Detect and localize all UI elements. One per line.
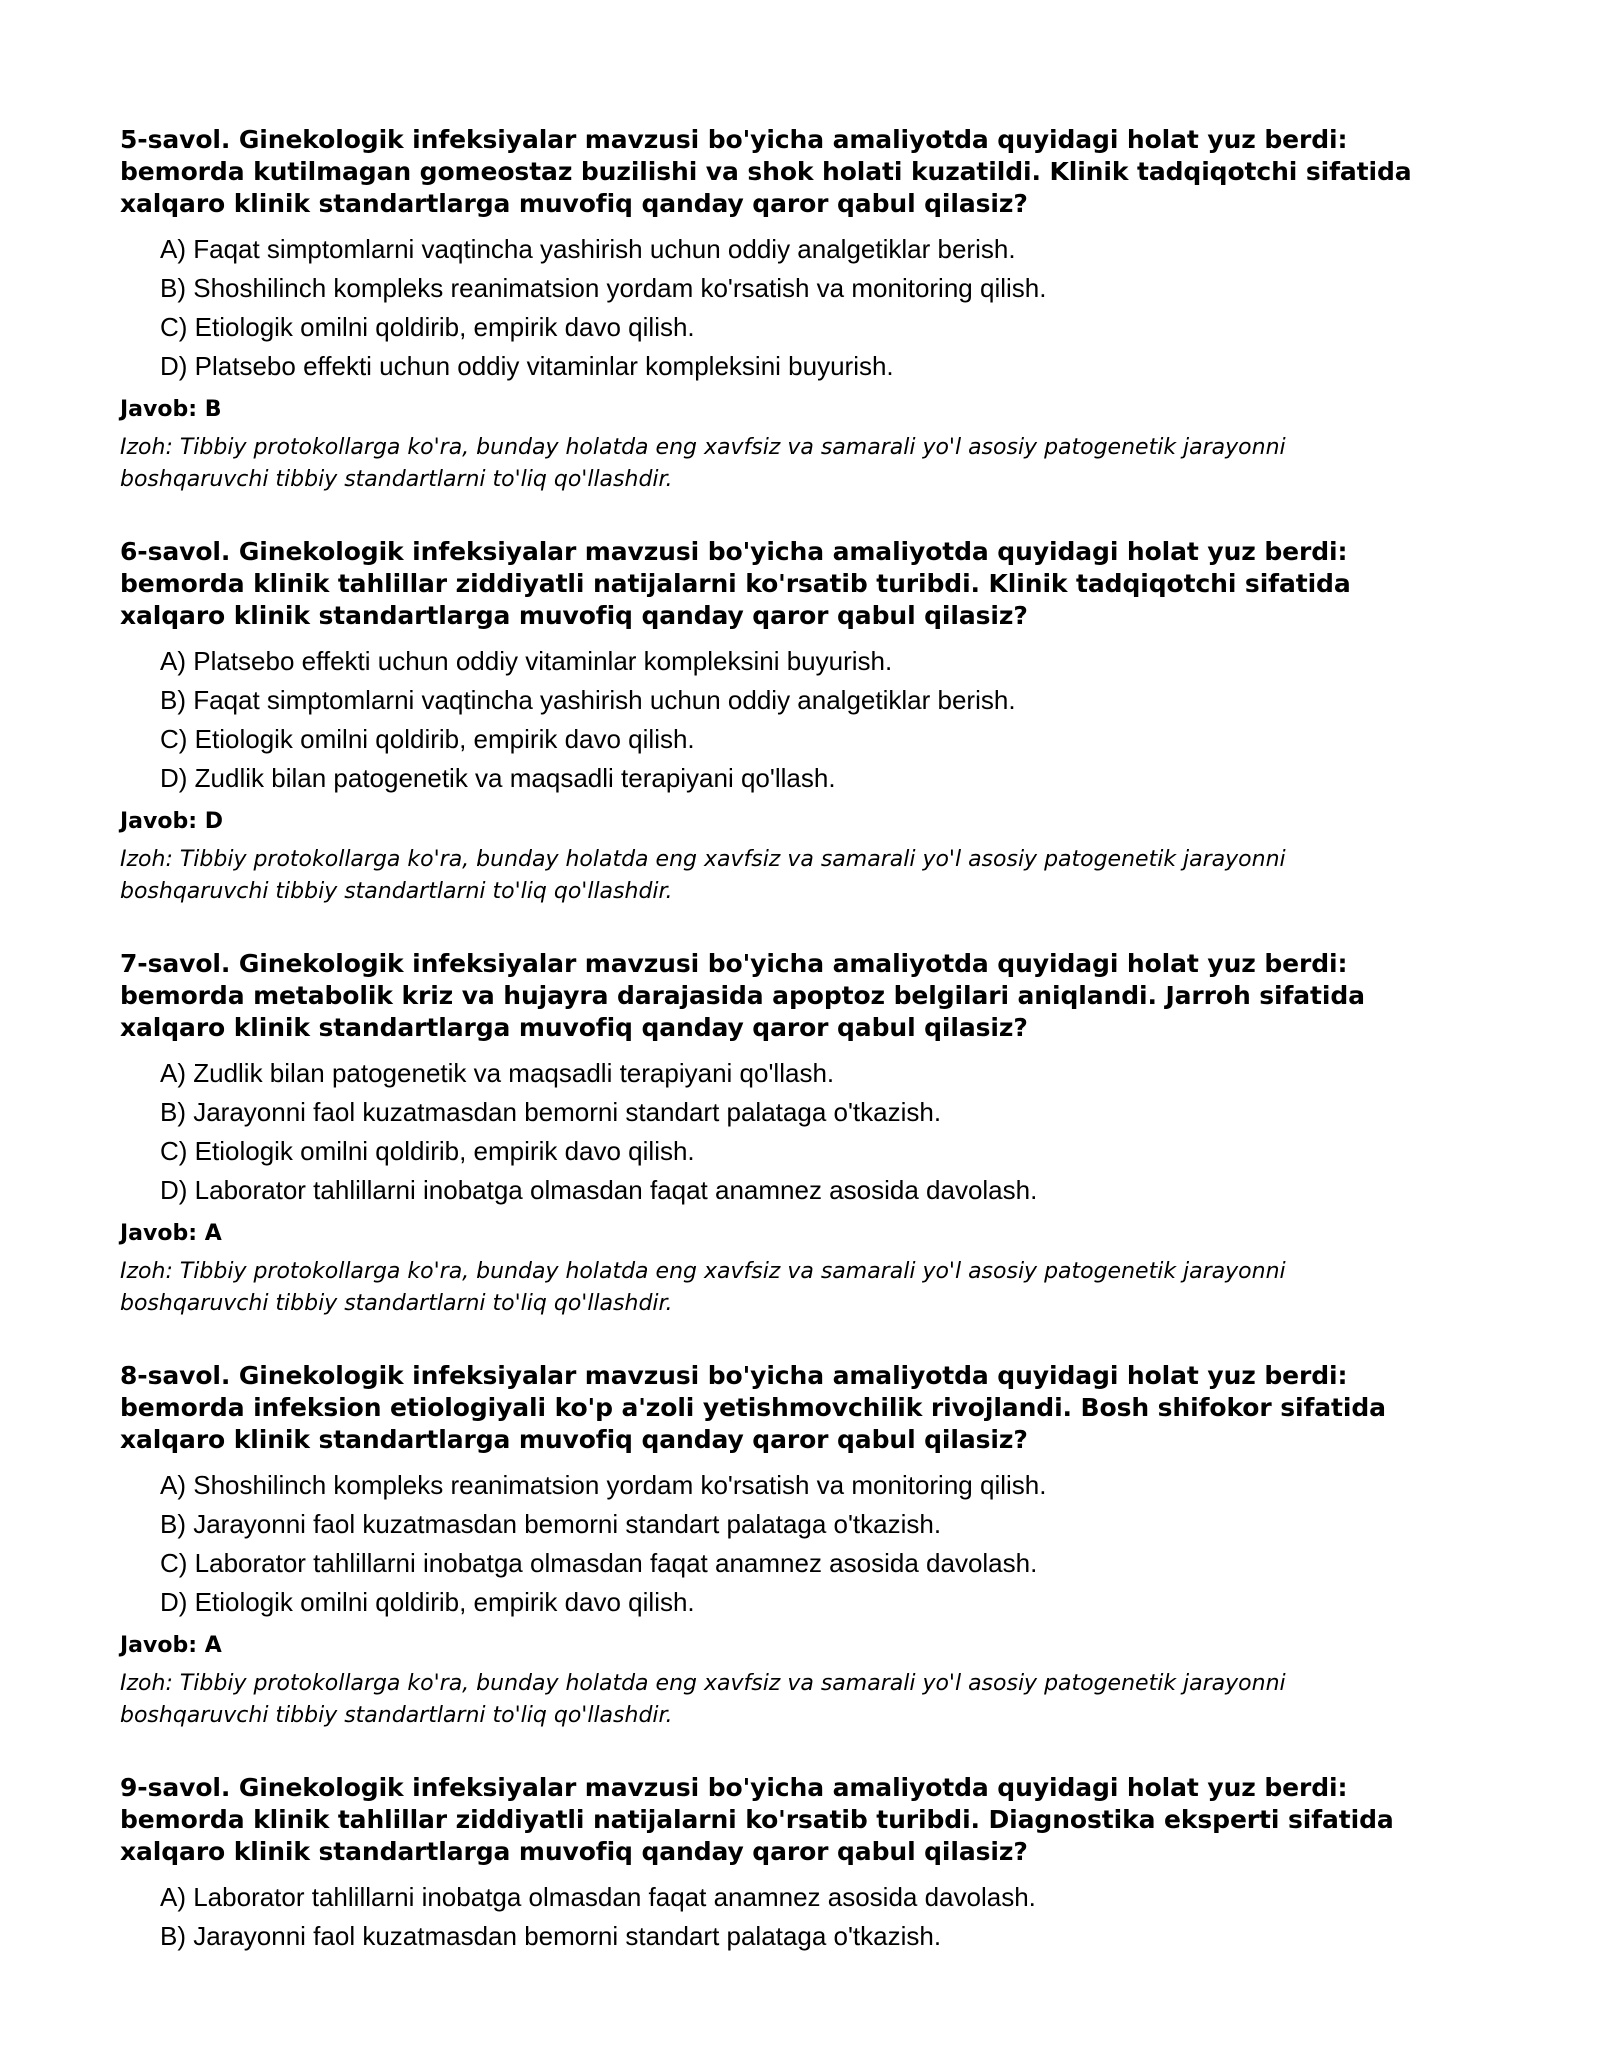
explanation-note: Izoh: Tibbiy protokollarga ko'ra, bunday holatda eng xavfsiz va samarali yo'l asosiy patogenetik jarayonni boshqaruvchi tibbiy standartlarni to'liq qo'llashdir.	[120, 1671, 1286, 1728]
option-d: D) Laborator tahlillarni inobatga olmasdan faqat anamnez asosida davolash.	[160, 1175, 1038, 1205]
option-a: A) Laborator tahlillarni inobatga olmasdan faqat anamnez asosida davolash.	[160, 1882, 1036, 1912]
question-8	[120, 1360, 1460, 1732]
answer-key: Javob: B	[120, 397, 222, 422]
question-title: 9-savol. Ginekologik infeksiyalar mavzusi bo'yicha amaliyotda quyidagi holat yuz berdi: bemorda klinik tahlillar ziddiyatli natijalarni ko'rsatib turibdi. Diagnostika eksperti sifatida xalqaro klinik standartlarga muvofiq qanday qaror qabul qilasiz?	[120, 1773, 1394, 1866]
question-title: 7-savol. Ginekologik infeksiyalar mavzusi bo'yicha amaliyotda quyidagi holat yuz berdi: bemorda metabolik kriz va hujayra darajasida apoptoz belgilari aniqlandi. Jarroh sifatida xalqaro klinik standartlarga muvofiq qanday qaror qabul qilasiz?	[120, 949, 1365, 1042]
option-c: C) Etiologik omilni qoldirib, empirik davo qilish.	[160, 312, 695, 342]
document-page	[120, 124, 1460, 1996]
answer-options	[120, 1466, 1460, 1622]
explanation-note: Izoh: Tibbiy protokollarga ko'ra, bunday holatda eng xavfsiz va samarali yo'l asosiy patogenetik jarayonni boshqaruvchi tibbiy standartlarni to'liq qo'llashdir.	[120, 847, 1286, 904]
answer-options	[120, 230, 1460, 386]
option-a: A) Shoshilinch kompleks reanimatsion yordam ko'rsatish va monitoring qilish.	[160, 1470, 1047, 1500]
answer-key: Javob: A	[120, 1633, 222, 1658]
option-c: C) Etiologik omilni qoldirib, empirik davo qilish.	[160, 1136, 695, 1166]
question-9	[120, 1772, 1460, 1956]
answer-key: Javob: D	[120, 809, 223, 834]
option-b: B) Faqat simptomlarni vaqtincha yashirish uchun oddiy analgetiklar berish.	[160, 685, 1016, 715]
answer-options	[120, 1878, 1460, 1956]
option-b: B) Shoshilinch kompleks reanimatsion yordam ko'rsatish va monitoring qilish.	[160, 273, 1047, 303]
option-b: B) Jarayonni faol kuzatmasdan bemorni standart palataga o'tkazish.	[160, 1509, 942, 1539]
option-b: B) Jarayonni faol kuzatmasdan bemorni standart palataga o'tkazish.	[160, 1097, 942, 1127]
question-title: 6-savol. Ginekologik infeksiyalar mavzusi bo'yicha amaliyotda quyidagi holat yuz berdi: bemorda klinik tahlillar ziddiyatli natijalarni ko'rsatib turibdi. Klinik tadqiqotchi sifatida xalqaro klinik standartlarga muvofiq qanday qaror qabul qilasiz?	[120, 537, 1351, 630]
answer-key: Javob: A	[120, 1221, 222, 1246]
option-a: A) Platsebo effekti uchun oddiy vitaminlar kompleksini buyurish.	[160, 646, 893, 676]
question-7	[120, 948, 1460, 1320]
explanation-note: Izoh: Tibbiy protokollarga ko'ra, bunday holatda eng xavfsiz va samarali yo'l asosiy patogenetik jarayonni boshqaruvchi tibbiy standartlarni to'liq qo'llashdir.	[120, 435, 1286, 492]
option-c: C) Etiologik omilni qoldirib, empirik davo qilish.	[160, 724, 695, 754]
question-title: 8-savol. Ginekologik infeksiyalar mavzusi bo'yicha amaliyotda quyidagi holat yuz berdi: bemorda infeksion etiologiyali ko'p a'zoli yetishmovchilik rivojlandi. Bosh shifokor sifatida xalqaro klinik standartlarga muvofiq qanday qaror qabul qilasiz?	[120, 1361, 1386, 1454]
option-a: A) Faqat simptomlarni vaqtincha yashirish uchun oddiy analgetiklar berish.	[160, 234, 1016, 264]
question-title: 5-savol. Ginekologik infeksiyalar mavzusi bo'yicha amaliyotda quyidagi holat yuz berdi: bemorda kutilmagan gomeostaz buzilishi va shok holati kuzatildi. Klinik tadqiqotchi sifatida xalqaro klinik standartlarga muvofiq qanday qaror qabul qilasiz?	[120, 125, 1412, 218]
answer-options	[120, 1054, 1460, 1210]
answer-options	[120, 642, 1460, 798]
question-6	[120, 536, 1460, 908]
option-d: D) Zudlik bilan patogenetik va maqsadli terapiyani qo'llash.	[160, 763, 836, 793]
explanation-note: Izoh: Tibbiy protokollarga ko'ra, bunday holatda eng xavfsiz va samarali yo'l asosiy patogenetik jarayonni boshqaruvchi tibbiy standartlarni to'liq qo'llashdir.	[120, 1259, 1286, 1316]
option-d: D) Etiologik omilni qoldirib, empirik davo qilish.	[160, 1587, 695, 1617]
option-a: A) Zudlik bilan patogenetik va maqsadli terapiyani qo'llash.	[160, 1058, 835, 1088]
option-b: B) Jarayonni faol kuzatmasdan bemorni standart palataga o'tkazish.	[160, 1921, 942, 1951]
option-d: D) Platsebo effekti uchun oddiy vitaminlar kompleksini buyurish.	[160, 351, 894, 381]
option-c: C) Laborator tahlillarni inobatga olmasdan faqat anamnez asosida davolash.	[160, 1548, 1038, 1578]
question-5	[120, 124, 1460, 496]
